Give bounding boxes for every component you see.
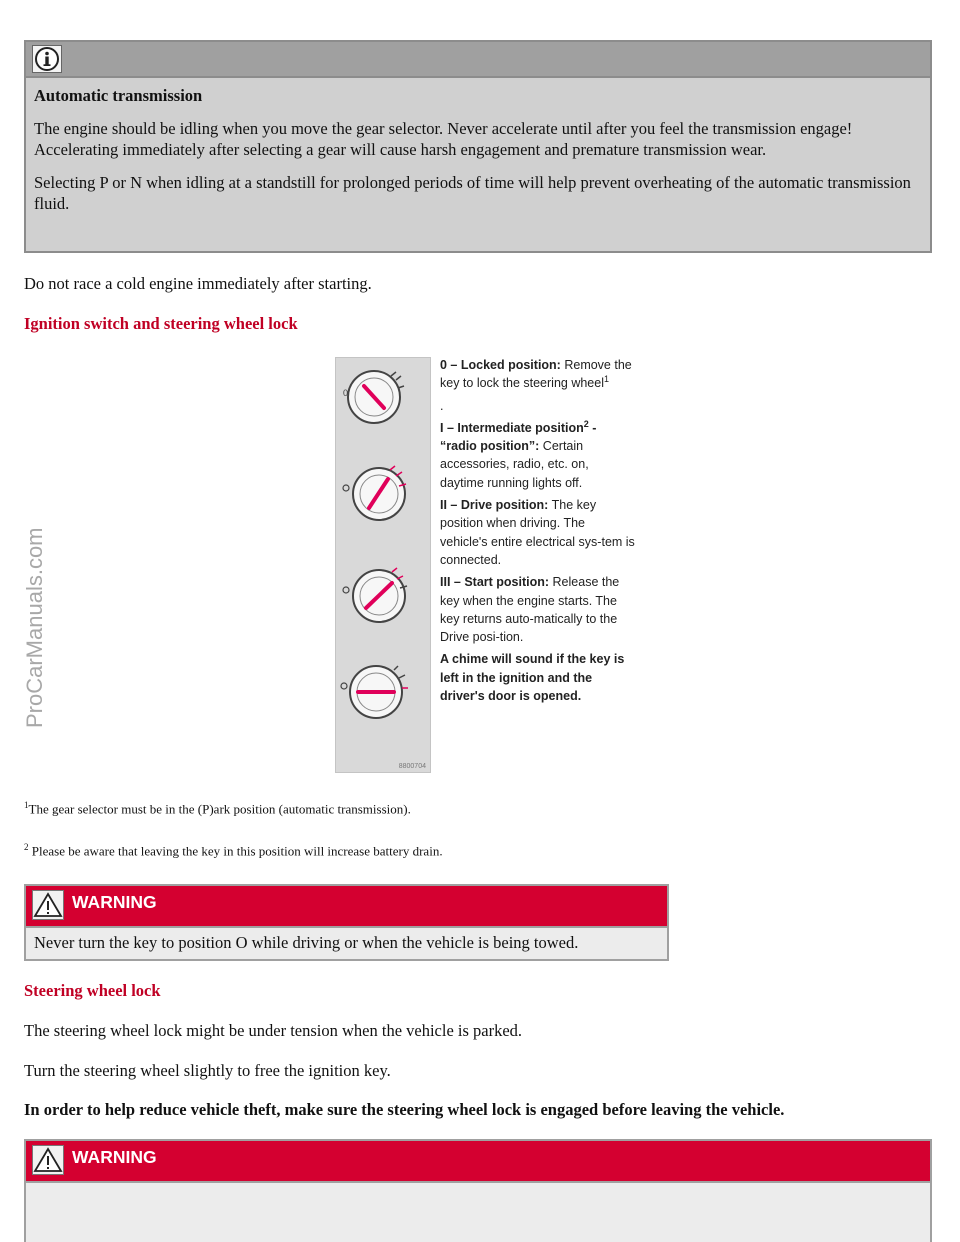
ignition-intermediate-position-icon [343,466,406,520]
steering-paragraph: Turn the steering wheel slightly to free the ignition key. [24,1061,391,1080]
caption-dot: . [440,398,444,413]
caption-label: - “radio position”: [440,420,597,454]
warning-triangle-icon [32,890,64,920]
theft-text: In order to help reduce vehicle theft, make sure the steering wheel lock is engaged before leaving the vehicle. [24,1100,785,1119]
warning-text: Never turn the key to position O while driving or when the vehicle is being towed. [34,933,579,952]
caption-text: Certain accessories, radio, etc. on, daytime running lights off. [440,439,589,490]
info-box-paragraph: The engine should be idling when you move the gear selector. Never accelerate until after you feel the transmission engage! Accelerating immediately after selecting a gear will cause harsh engagement and premature transmission wear. [34,119,853,159]
steering-paragraph: The steering wheel lock might be under tension when the vehicle is parked. [24,1021,523,1040]
ignition-diagram [335,357,431,773]
info-box-body [26,78,930,214]
cold-engine-text: Do not race a cold engine immediately after starting. [24,274,372,293]
footnote-1 [24,800,411,817]
caption-position-2 [440,496,635,569]
side-watermark: ProCarManuals.com [22,527,47,728]
info-box-paragraph: Selecting P or N when idling at a standstill for prolonged periods of time will help prevent overheating of the automatic transmission fluid. [34,173,911,213]
ignition-caption [440,356,635,705]
info-box [24,40,932,253]
steering-heading: Steering wheel lock [24,981,161,1000]
footnote-text: Please be aware that leaving the key in this position will increase battery drain. [28,843,443,859]
ignition-heading: Ignition switch and steering wheel lock [24,314,298,333]
caption-label: I – Intermediate position [440,420,584,435]
caption-chime: A chime will sound if the key is left in the ignition and the driver's door is opened. [440,652,625,704]
ignition-locked-position-icon [343,371,404,423]
caption-label: II – Drive position: [440,498,549,513]
caption-position-1 [440,419,635,492]
footnote-text: The gear selector must be in the (P)ark position (automatic transmission). [28,801,411,817]
ignition-drive-position-icon [343,568,407,622]
warning-label: WARNING [72,1147,157,1167]
caption-sup: 2 [583,418,589,429]
info-box-title: Automatic transmission [34,86,203,105]
footnote-2 [24,842,443,859]
caption-sup: 1 [603,374,609,385]
figure-code: 8800704 [398,763,426,770]
caption-label: 0 – Locked position: [440,358,561,372]
info-icon [32,45,62,73]
footnote-mark: 2 [24,842,29,852]
caption-text: Remove the key to lock the steering wheel [440,358,632,391]
warning-label: WARNING [72,892,157,912]
caption-text: Release the key when the engine starts. The key returns auto-matically to the Drive posi-tion. [440,575,620,645]
info-box-header [26,42,930,78]
warning-box [24,884,669,961]
caption-position-0 [440,356,635,393]
ignition-start-position-icon [341,666,408,718]
warning-box [24,1139,932,1242]
warning-triangle-icon [32,1145,64,1175]
svg-text:0: 0 [343,388,349,398]
caption-text: The key position when driving. The vehicle's entire electrical sys-tem is connected. [440,498,635,567]
footnote-mark: 1 [24,800,29,810]
caption-position-3 [440,573,635,646]
caption-label: III – Start position: [440,575,550,590]
warning-header [26,886,667,928]
warning-header [26,1141,930,1183]
